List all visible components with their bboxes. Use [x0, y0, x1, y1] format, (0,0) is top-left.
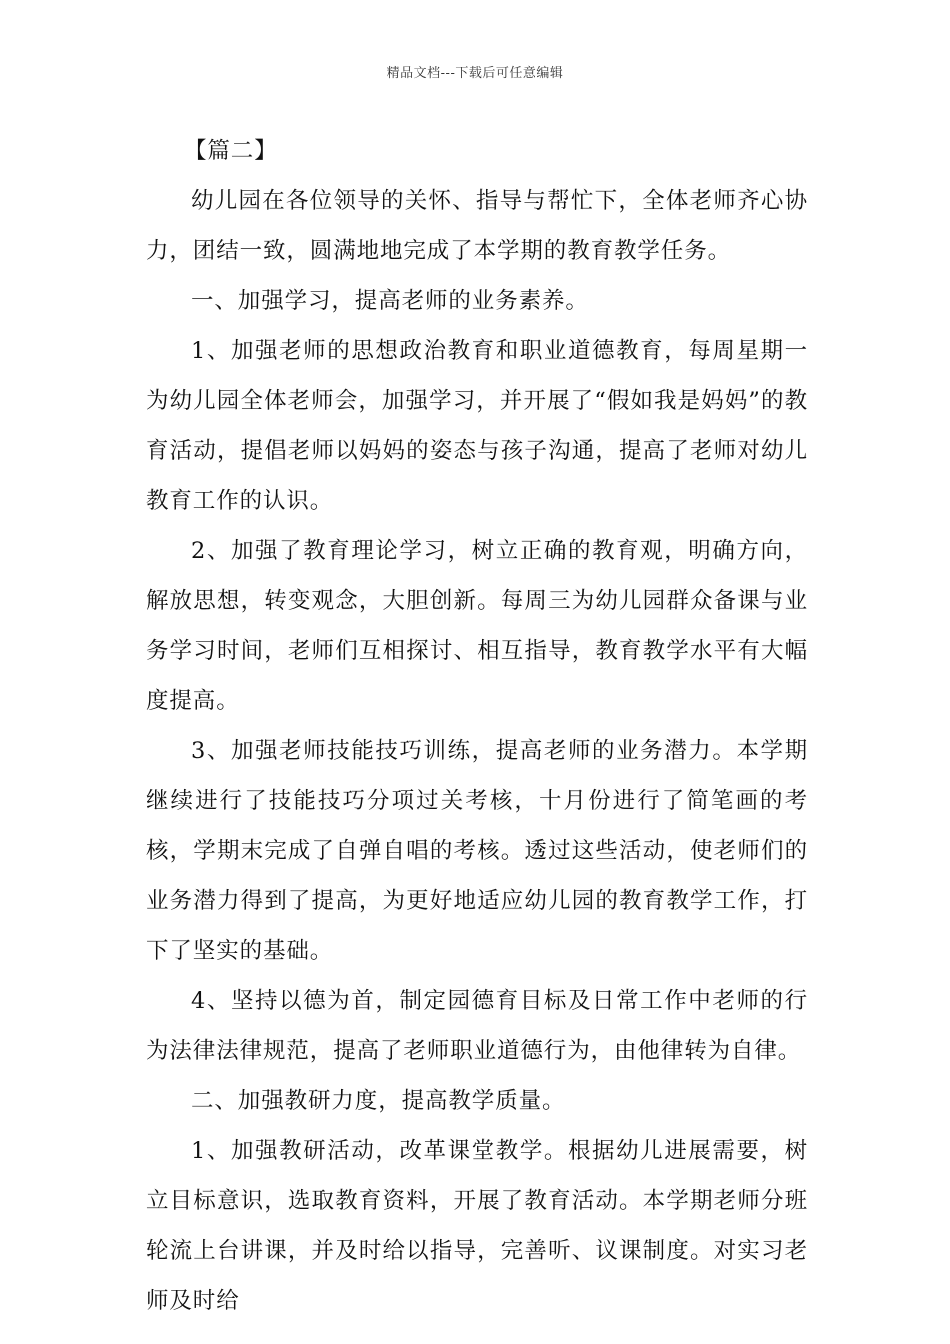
heading-section-two: 二、加强教研力度，提高教学质量。	[191, 1088, 566, 1114]
heading-section-one: 一、加强学习，提高老师的业务素养。	[191, 288, 589, 314]
page-header: 精品文档---下载后可任意编辑	[386, 66, 564, 81]
paragraph-intro: 幼儿园在各位领导的关怀、指导与帮忙下，全体老师齐心协力，团结一致，圆满地地完成了本学期的教育教学任务。	[146, 188, 808, 264]
paragraph-item-1: 1、加强老师的思想政治教育和职业道德教育，每周星期一为幼儿园全体老师会，加强学习，并开展了“假如我是妈妈”的教育活动，提倡老师以妈妈的姿态与孩子沟通，提高了老师对幼儿教育工作的认识。	[146, 338, 808, 514]
paragraph-section-two-item-1: 1、加强教研活动，改革课堂教学。根据幼儿进展需要，树立目标意识，选取教育资料，开展了教育活动。本学期老师分班轮流上台讲课，并及时给以指导，完善听、议课制度。对实习老师及时给	[146, 1138, 808, 1314]
paragraph-item-4: 4、坚持以德为首，制定园德育目标及日常工作中老师的行为法律法律规范，提高了老师职业道德行为，由他律转为自律。	[146, 988, 808, 1064]
paragraph-item-3: 3、加强老师技能技巧训练，提高老师的业务潜力。本学期继续进行了技能技巧分项过关考核，十月份进行了简笔画的考核，学期末完成了自弹自唱的考核。透过这些活动，使老师们的业务潜力得到了提高，为更好地适应幼儿园的教育教学工作，打下了坚实的基础。	[146, 738, 808, 964]
document-body	[146, 126, 808, 1326]
section-title: 【篇二】	[184, 138, 278, 164]
paragraph-item-2: 2、加强了教育理论学习，树立正确的教育观，明确方向，解放思想，转变观念，大胆创新。每周三为幼儿园群众备课与业务学习时间，老师们互相探讨、相互指导，教育教学水平有大幅度提高。	[146, 538, 808, 714]
